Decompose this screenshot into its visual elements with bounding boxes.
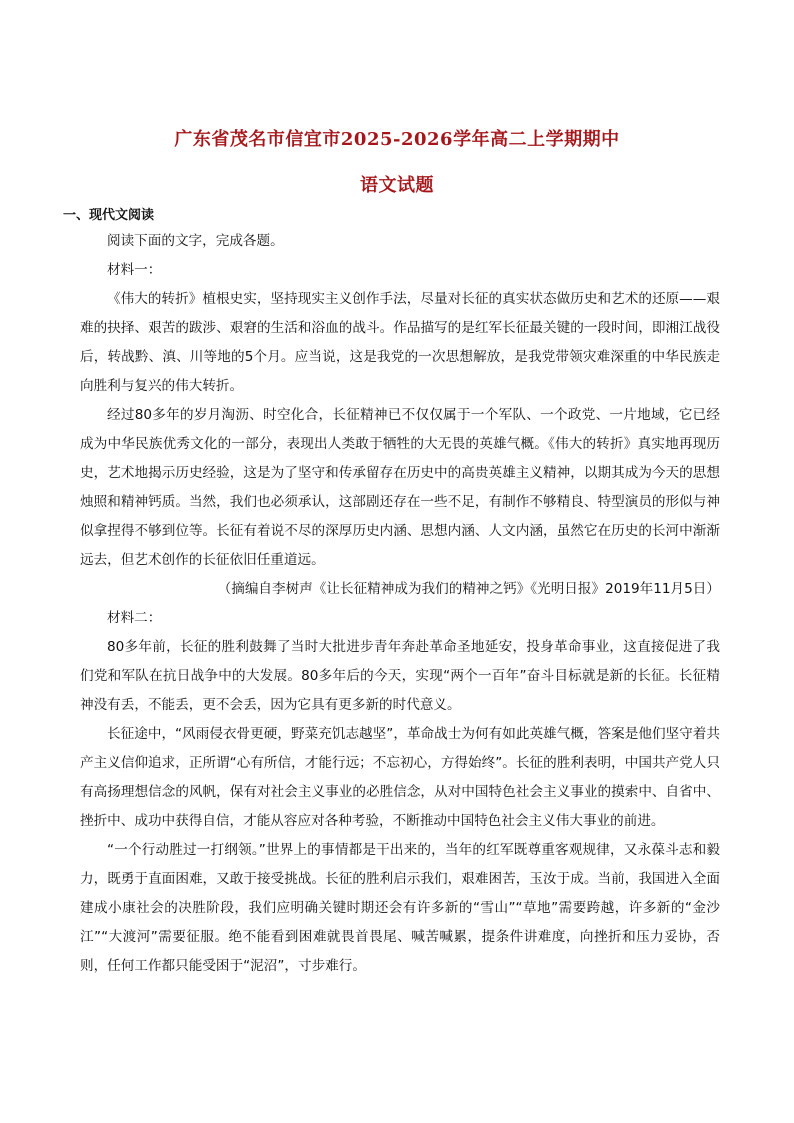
document-subtitle: 语文试题 [360, 175, 434, 196]
material2-paragraph-2: 长征途中，“风雨侵衣骨更硬，野菜充饥志越坚”，革命战士为何有如此英雄气概，答案是他们坚守着共产主义信仰追求，正所谓“心有所信，才能行远；不忘初心，方得始终”。长征的胜利表明，中国共产党人只有高扬理想信念的风帆，保有对社会主义事业的必胜信念，从对中国特色社会主义事业的摸索中、自省中、挫折中、成功中获得自信，才能从容应对各种考验，不断推动中国特色社会主义伟大事业的前进。 [80, 726, 720, 829]
material2-label: 材料二： [107, 610, 162, 626]
document-title: 广东省茂名市信宜市2025-2026学年高二上学期期中 [174, 129, 620, 150]
material1-paragraph-2: 经过80多年的岁月淘沥、时空化合，长征精神已不仅仅属于一个军队、一个政党、一片地域，它已经成为中华民族优秀文化的一部分，表现出人类敢于牺牲的大无畏的英雄气概。《伟大的转折》真实地再现历史，艺术地揭示历史经验，这是为了坚守和传承留存在历史中的高贵英雄主义精神，以期其成为今天的思想烛照和精神钙质。当然，我们也必须承认，这部剧还存在一些不足，有制作不够精良、特型演员的形似与神似拿捏得不够到位等。长征有着说不尽的深厚历史内涵、思想内涵、人文内涵，虽然它在历史的长河中渐渐远去，但艺术创作的长征依旧任重道远。 [80, 407, 720, 568]
document-body [80, 227, 720, 981]
section-heading: 一、现代文阅读 [63, 208, 155, 223]
material1-paragraph-1: 《伟大的转折》植根史实，坚持现实主义创作手法，尽量对长征的真实状态做历史和艺术的还原——艰难的抉择、艰苦的跋涉、艰窘的生活和浴血的战斗。作品描写的是红军长征最关键的一段时间，即湘江战役后，转战黔、滇、川等地的5个月。应当说，这是我党的一次思想解放，是我党带领灾难深重的中华民族走向胜利与复兴的伟大转折。 [80, 291, 720, 394]
material1-citation: （摘编自李树声《让长征精神成为我们的精神之钙》《光明日报》2019年11月5日） [217, 581, 720, 597]
material2-paragraph-3: “一个行动胜过一打纲领。”世界上的事情都是干出来的，当年的红军既尊重客观规律，又永葆斗志和毅力，既勇于直面困难，又敢于接受挑战。长征的胜利启示我们，艰难困苦，玉汝于成。当前，我国进入全面建成小康社会的决胜阶段，我们应明确关键时期还会有许多新的“雪山”“草地”需要跨越，许多新的“金沙江”“大渡河”需要征服。绝不能看到困难就畏首畏尾、喊苦喊累，提条件讲难度，向挫折和压力妥协，否则，任何工作都只能受困于“泥沼”，寸步难行。 [80, 842, 720, 974]
material2-paragraph-1: 80多年前，长征的胜利鼓舞了当时大批进步青年奔赴革命圣地延安，投身革命事业，这直接促进了我们党和军队在抗日战争中的大发展。80多年后的今天，实现“两个一百年”奋斗目标就是新的长征。长征精神没有丢，不能丢，更不会丢，因为它具有更多新的时代意义。 [80, 639, 720, 713]
material1-label: 材料一： [107, 262, 162, 278]
instruction-text: 阅读下面的文字，完成各题。 [107, 233, 284, 249]
